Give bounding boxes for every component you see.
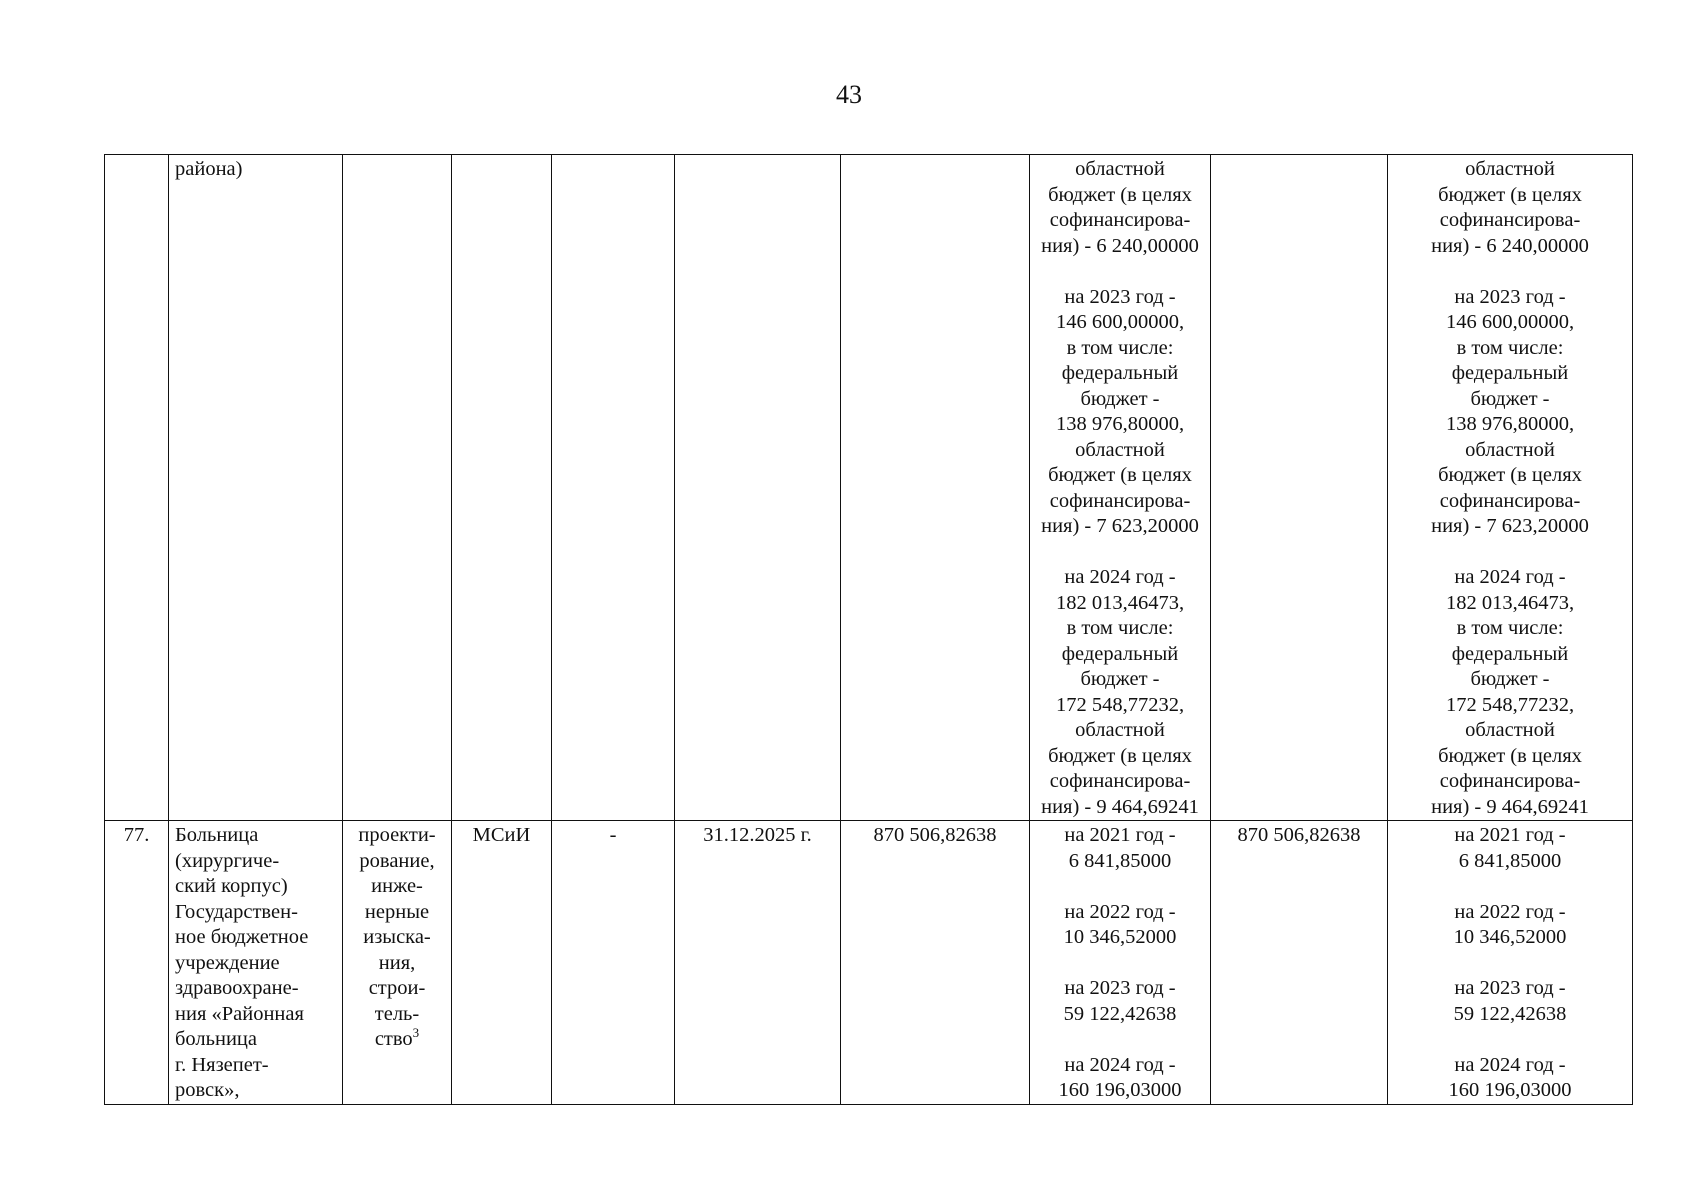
cell-object-name: Больница (хирургиче- ский корпус) Государствен- ное бюджетное учреждение здравоохране- ния «Районная больница г. Нязепет- ровск», [169,821,343,1105]
cell-total-cost: 870 506,82638 [1211,821,1388,1105]
financing-block: областной бюджет (в целях софинансирова- ния) - 6 240,00000 [1431,158,1589,257]
cell-deadline: 31.12.2025 г. [675,821,841,1105]
cell-financing [1030,155,1211,821]
table-row-77 [105,821,1633,1105]
financing-block: на 2023 год - 59 122,42638 [1063,977,1177,1025]
work-type-text: проекти- рование, инже- нерные изыска- ния, строи- тель- ство [358,824,436,1050]
cell-financing-duplicate [1388,155,1633,821]
financing-block: на 2023 год - 146 600,00000, в том числе: федеральный бюджет - 138 976,80000, областной бюджет (в целях софинансирова- ния) - 7 623,20000 [1041,285,1199,537]
cell-customer [452,155,552,821]
cell-capacity [552,155,675,821]
cell-estimated-cost [841,155,1030,821]
cell-financing-duplicate [1388,821,1633,1105]
financing-block: на 2021 год - 6 841,85000 [1064,824,1176,872]
cell-customer: МСиИ [452,821,552,1105]
financing-block: на 2023 год - 146 600,00000, в том числе: федеральный бюджет - 138 976,80000, областной бюджет (в целях софинансирова- ния) - 7 623,20000 [1431,285,1589,537]
page-number: 43 [836,80,862,109]
financing-block: на 2022 год - 10 346,52000 [1063,900,1177,948]
table-row-continued [105,155,1633,821]
cell-financing [1030,821,1211,1105]
financing-block: на 2022 год - 10 346,52000 [1453,900,1567,948]
cell-work-type [343,821,452,1105]
financing-block: областной бюджет (в целях софинансирова- ния) - 6 240,00000 [1041,158,1199,257]
cell-total-cost [1211,155,1388,821]
cell-work-type [343,155,452,821]
financing-block: на 2024 год - 160 196,03000 [1448,1053,1572,1101]
financing-block: на 2024 год - 182 013,46473, в том числе: федеральный бюджет - 172 548,77232, областной бюджет (в целях софинансирова- ния) - 9 464,69241 [1431,566,1589,818]
financing-block: на 2024 год - 182 013,46473, в том числе: федеральный бюджет - 172 548,77232, областной бюджет (в целях софинансирова- ния) - 9 464,69241 [1041,566,1199,818]
cell-capacity: - [552,821,675,1105]
investment-objects-table [104,154,1633,1105]
cell-estimated-cost: 870 506,82638 [841,821,1030,1105]
cell-number: 77. [105,821,169,1105]
footnote-mark: 3 [412,1025,420,1041]
financing-block: на 2021 год - 6 841,85000 [1454,824,1566,872]
cell-number [105,155,169,821]
financing-block: на 2023 год - 59 122,42638 [1453,977,1567,1025]
cell-deadline [675,155,841,821]
financing-block: на 2024 год - 160 196,03000 [1058,1053,1182,1101]
cell-object-name: района) [169,155,343,821]
